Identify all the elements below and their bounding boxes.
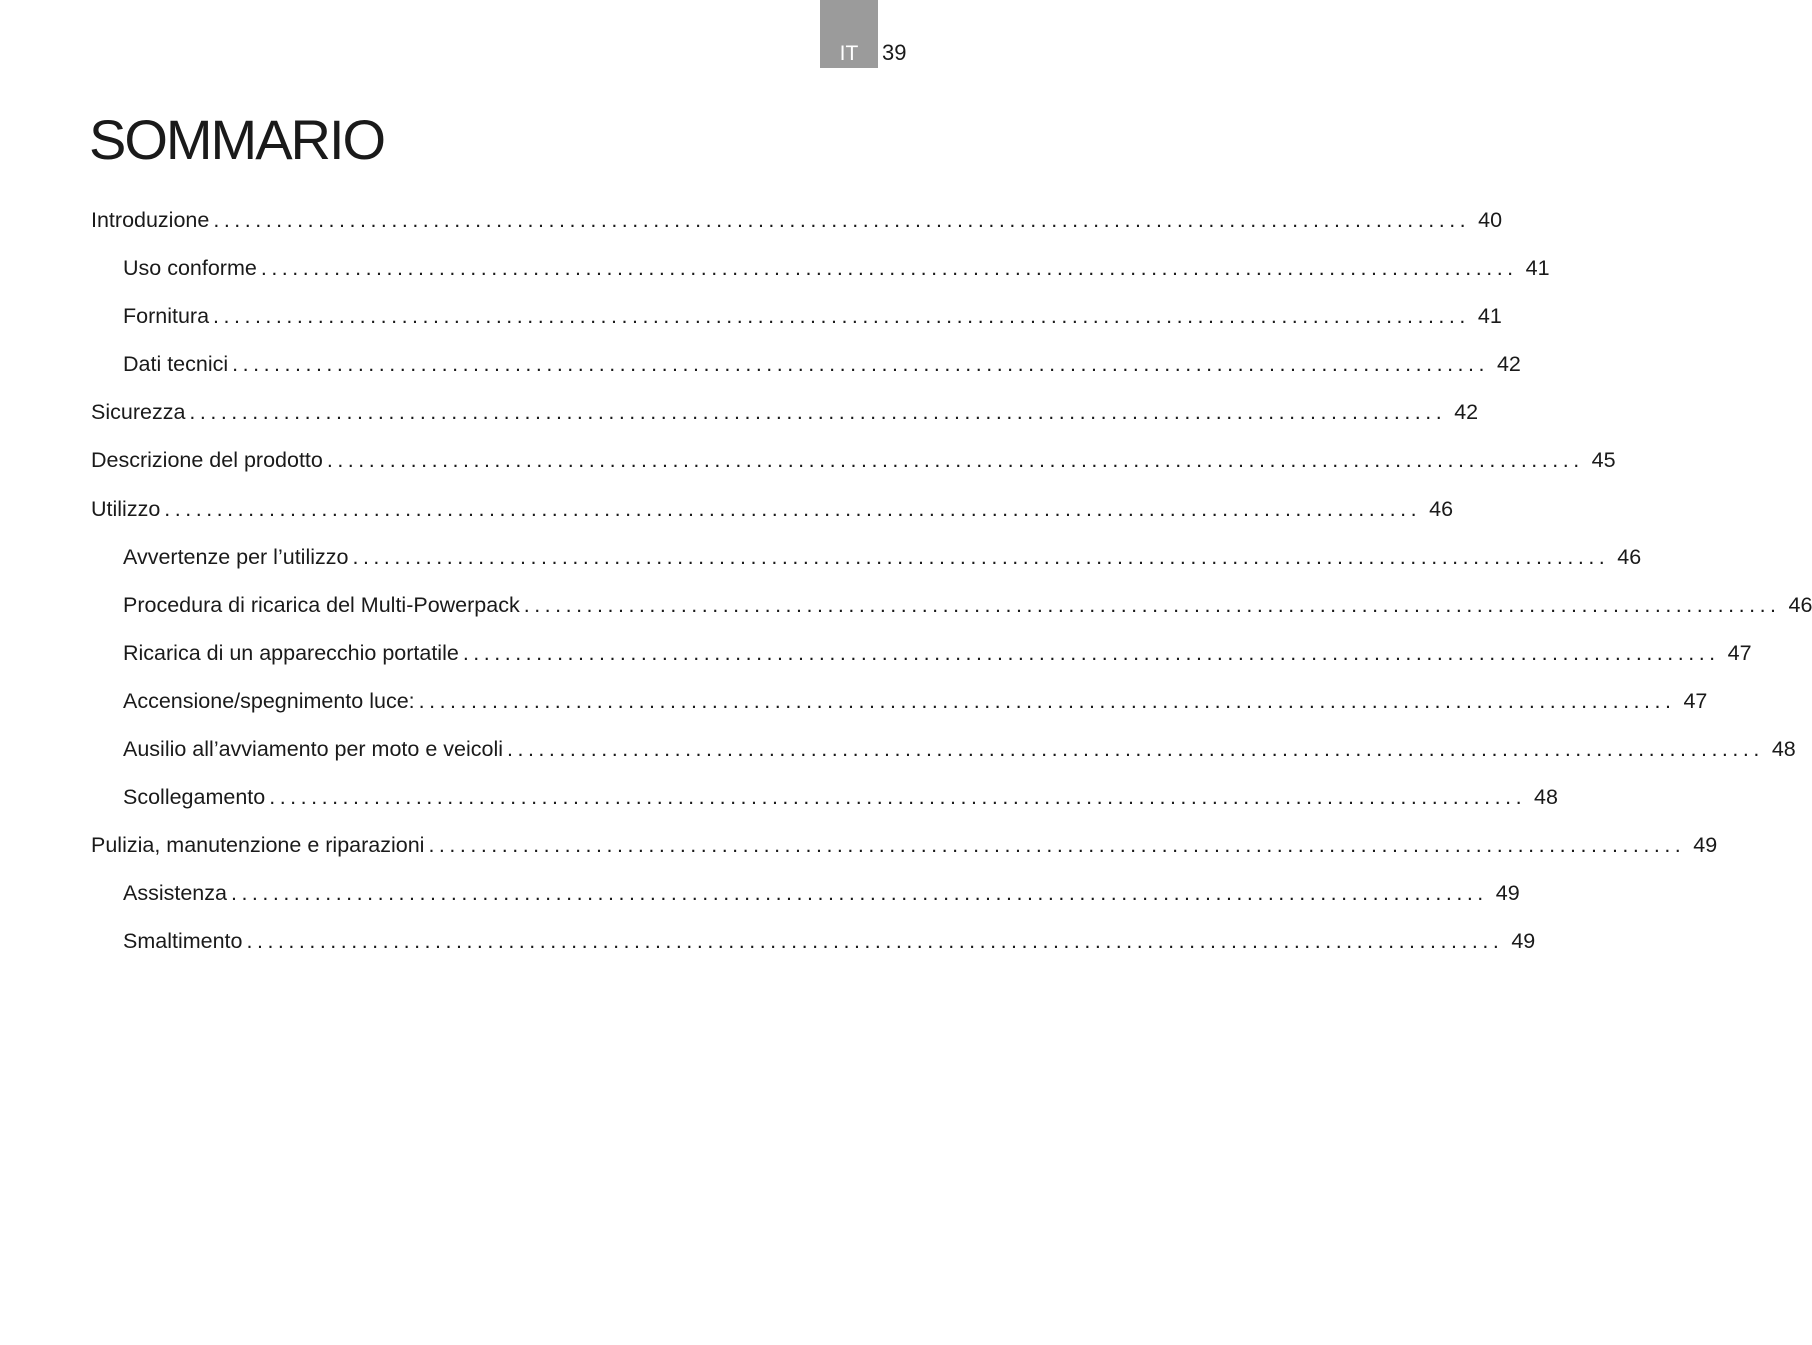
toc-entry-page: 46 (1788, 592, 1812, 617)
toc-entry-label: Accensione/spegnimento luce: (123, 688, 415, 713)
toc-entry-label: Smaltimento (123, 929, 243, 954)
toc-entry-label: Descrizione del prodotto (91, 448, 323, 473)
toc-entry[interactable] (91, 629, 1752, 677)
toc-leader-dots: ........................................................................................................................ (213, 208, 1471, 232)
toc-entry[interactable] (91, 677, 1708, 725)
page-number: 39 (882, 40, 907, 65)
toc-leader-dots: ........................................................................................................................ (260, 256, 1518, 281)
toc-entry-page: 48 (1534, 785, 1558, 810)
toc-leader-dots: ........................................................................................................................ (164, 496, 1422, 521)
toc-leader-dots: ........................................................................................................................ (326, 448, 1584, 473)
toc-leader-dots: ........................................................................................................................ (246, 929, 1504, 954)
toc-entry[interactable] (91, 581, 1812, 629)
toc-leader-dots: ........................................................................................................................ (189, 400, 1447, 425)
toc-entry-page: 40 (1478, 208, 1503, 232)
toc-entry-page: 49 (1511, 929, 1536, 954)
language-tab-label: IT (839, 42, 859, 65)
toc-entry-label: Dati tecnici (123, 352, 229, 377)
toc-leader-dots: ........................................................................................................................ (232, 352, 1489, 377)
toc-entry-label: Scollegamento (123, 785, 266, 810)
toc-entry-label: Ausilio all’avviamento per moto e veicoli (123, 737, 504, 762)
toc-entry[interactable] (91, 773, 1558, 821)
toc-entry-label: Uso conforme (123, 256, 257, 281)
toc-leader-dots: ........................................................................................................................ (418, 688, 1676, 713)
toc-entry-label: Procedura di ricarica del Multi-Powerpack (123, 592, 520, 617)
page-title: SOMMARIO (89, 108, 385, 171)
toc-entry-page: 46 (1617, 544, 1642, 569)
toc-entry[interactable] (91, 340, 1521, 388)
toc-entry[interactable] (91, 388, 1479, 436)
toc-entry-page: 41 (1477, 304, 1502, 329)
language-tab (820, 0, 878, 68)
toc-entry[interactable] (91, 244, 1550, 292)
toc-entry[interactable] (91, 725, 1796, 773)
toc-leader-dots: ........................................................................................................................ (428, 833, 1686, 858)
toc-entry-page: 49 (1495, 881, 1520, 906)
toc-entry[interactable] (91, 869, 1520, 917)
toc-entry[interactable] (91, 436, 1616, 484)
toc-leader-dots: ........................................................................................................................ (507, 737, 1764, 762)
toc-entry[interactable] (91, 292, 1502, 340)
toc-entry-page: 49 (1693, 833, 1718, 858)
toc-entry-page: 45 (1591, 448, 1616, 473)
toc-leader-dots: ........................................................................................................................ (352, 544, 1610, 569)
toc-entry-label: Sicurezza (91, 400, 186, 425)
toc-entry[interactable] (91, 196, 1503, 244)
toc-entry-page: 41 (1525, 256, 1550, 281)
toc-entry-page: 42 (1496, 352, 1521, 377)
toc-leader-dots: ........................................................................................................................ (462, 640, 1720, 665)
toc-leader-dots: ........................................................................................................................ (523, 592, 1781, 617)
toc-leader-dots: ........................................................................................................................ (230, 881, 1488, 906)
toc-entry-label: Introduzione (91, 208, 210, 232)
toc-entry[interactable] (91, 485, 1454, 533)
toc-entry-page: 47 (1727, 640, 1752, 665)
toc-entry[interactable] (91, 821, 1718, 869)
toc-leader-dots: ........................................................................................................................ (269, 785, 1527, 810)
toc-entry-page: 48 (1771, 737, 1796, 762)
toc-entry-label: Pulizia, manutenzione e riparazioni (91, 833, 425, 858)
toc-entry-label: Fornitura (123, 304, 210, 329)
toc-entry-label: Assistenza (123, 881, 227, 906)
toc-entry-label: Utilizzo (91, 496, 161, 521)
toc-entry-page: 47 (1683, 688, 1708, 713)
toc-entry-label: Avvertenze per l’utilizzo (123, 544, 349, 569)
toc-entry[interactable] (91, 917, 1536, 965)
toc-entry-page: 46 (1429, 496, 1454, 521)
toc-leader-dots: ........................................................................................................................ (213, 304, 1470, 329)
toc-entry[interactable] (91, 533, 1642, 581)
table-of-contents (91, 196, 1812, 966)
toc-entry-page: 42 (1454, 400, 1479, 425)
toc-entry-label: Ricarica di un apparecchio portatile (123, 640, 459, 665)
